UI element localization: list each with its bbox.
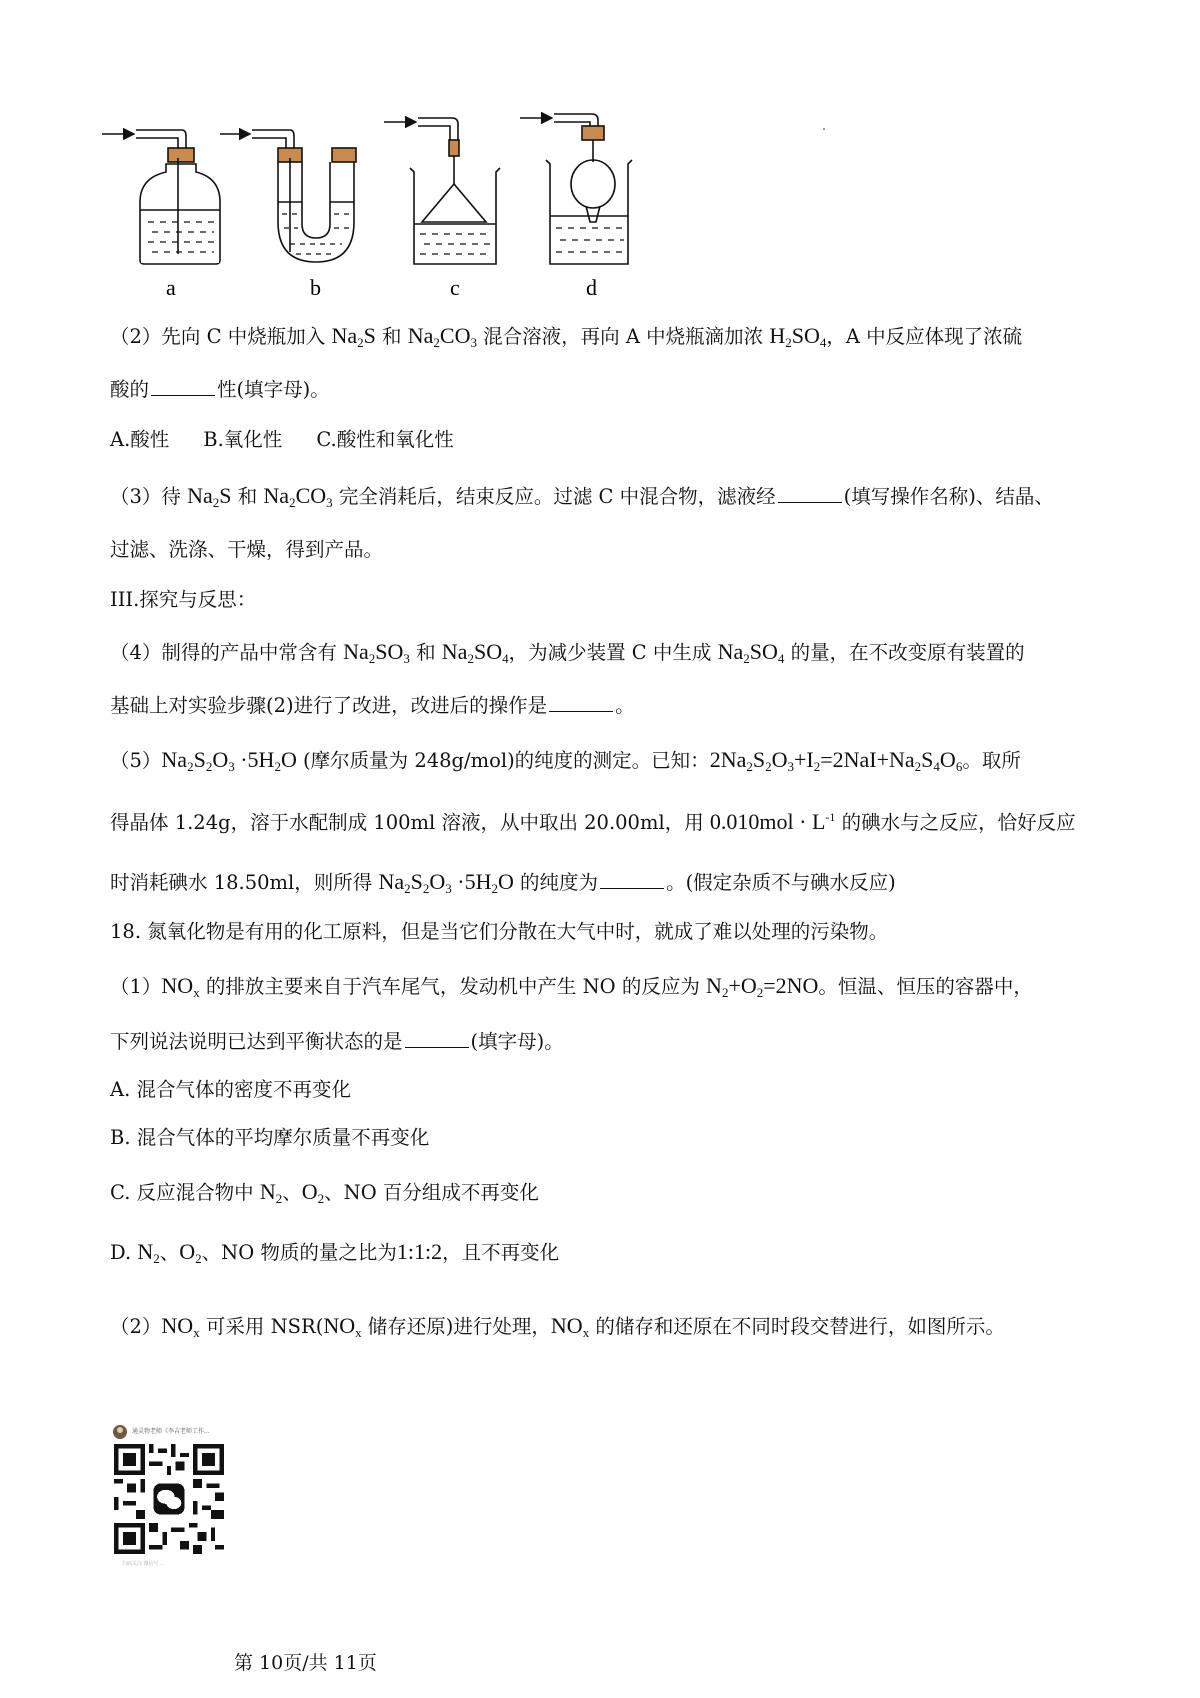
qr-header-text: 通灵物老师《李吉老师工作...	[132, 1428, 210, 1435]
qr-code-icon[interactable]	[114, 1444, 224, 1554]
figure-label-a: a	[166, 275, 176, 300]
option-b: B.氧化性	[203, 428, 283, 451]
answer-blank[interactable]	[405, 1029, 469, 1048]
q5-line2: 得晶体 1.24g，溶于水配制成 100ml 溶液，从中取出 20.00ml，用 $0.010mol \cdot L^{-1}$ 的碘水与之反应，恰好反应	[110, 809, 1076, 834]
q18-option-a: A. 混合气体的密度不再变化	[110, 1078, 351, 1101]
page-footer: 第 10页/共 11页	[234, 1652, 377, 1674]
q18-option-d: D. $N_2$、$O_2$、NO 物质的量之比为1:1:2，且不再变化	[110, 1239, 560, 1266]
formula-na2s: $Na_2S$	[331, 323, 376, 350]
stray-dot	[823, 128, 825, 130]
apparatus-d	[520, 114, 632, 264]
q18-part1-line2: 下列说法说明已达到平衡状态的是 (填字母)。	[110, 1030, 564, 1053]
formula-reaction: $2Na_2S_2O_3+I_2=2NaI+Na_2S_4O_6$	[709, 747, 963, 774]
answer-blank[interactable]	[151, 377, 215, 396]
q18-part1-line1: $(1)NO_x$ 的排放主要来自于汽车尾气，发动机中产生 NO 的反应为 $N_2+O_2=2NO$。恒温、恒压的容器中，	[110, 973, 1033, 1000]
option-c: C.酸性和氧化性	[316, 428, 454, 451]
apparatus-c	[384, 118, 500, 264]
formula-na2co3: $Na_2CO_3$	[407, 323, 477, 350]
figure-label-c: c	[450, 275, 460, 300]
answer-blank[interactable]	[549, 693, 613, 712]
q18-part2: $(2)NO_x$ 可采用 $NSR(NO_x$ 储存还原)进行处理，$NO_x$ 的储存和还原在不同时段交替进行，如图所示。	[110, 1313, 1005, 1340]
q18-option-b: B. 混合气体的平均摩尔质量不再变化	[110, 1126, 430, 1149]
q3-line1: （3）待 $Na_2S$ 和 $Na_2CO_3$ 完全消耗后，结束反应。过滤 C 中混合物，滤液经 (填写操作名称)、结晶、	[110, 483, 1054, 510]
qr-caption: 扫码关注 微信号 ...	[122, 1561, 165, 1567]
q5-line1: $(5)Na_2S_2O_3 \cdot 5H_2O$ (摩尔质量为 248g/mol)的纯度的测定。已知：$2Na_2S_2O_3+I_2=2NaI+Na_2S_4O_6$。取所	[110, 747, 1021, 774]
apparatus-figure	[100, 112, 680, 302]
q5-line3: 时消耗碘水 18.50ml，则所得 $Na_2S_2O_3 \cdot 5H_2O$ 的纯度为 。(假定杂质不与碘水反应)	[110, 869, 896, 896]
q2-options	[110, 426, 488, 454]
q4-line1: （4）制得的产品中常含有 $Na_2SO_3$ 和 $Na_2SO_4$，为减少装置 C 中生成 $Na_2SO_4$ 的量，在不改变原有装置的	[110, 639, 1025, 666]
figure-label-b: b	[310, 275, 321, 300]
answer-blank[interactable]	[778, 484, 842, 503]
avatar-icon	[112, 1424, 128, 1440]
q4-line2: 基础上对实验步骤(2)进行了改进，改进后的操作是 。	[110, 694, 635, 717]
q3-line2: 过滤、洗涤、干燥，得到产品。	[110, 538, 384, 561]
apparatus-b	[220, 130, 356, 262]
answer-blank[interactable]	[600, 870, 664, 889]
section-heading: III.探究与反思：	[110, 588, 257, 611]
q18-option-c: C. 反应混合物中 $N_2$、$O_2$、NO 百分组成不再变化	[110, 1179, 539, 1206]
formula-h2so4: $H_2SO_4$	[769, 323, 827, 350]
figure-label-d: d	[586, 275, 597, 300]
q2-line1: （2）先向 C 中烧瓶加入 $Na_2S$ 和 $Na_2CO_3$ 混合溶液，再向 A 中烧瓶滴加浓 $H_2SO_4$，A 中反应体现了浓硫	[110, 323, 1023, 350]
q2-line2: 酸的 性(填字母)。	[110, 378, 330, 401]
formula-na2s2o3-hydrate: $Na_2S_2O_3 \cdot 5H_2O$	[161, 747, 297, 774]
q18-intro: 18. 氮氧化物是有用的化工原料，但是当它们分散在大气中时，就成了难以处理的污染物。	[110, 920, 889, 943]
apparatus-a	[102, 130, 220, 264]
option-a: A.酸性	[110, 428, 170, 451]
